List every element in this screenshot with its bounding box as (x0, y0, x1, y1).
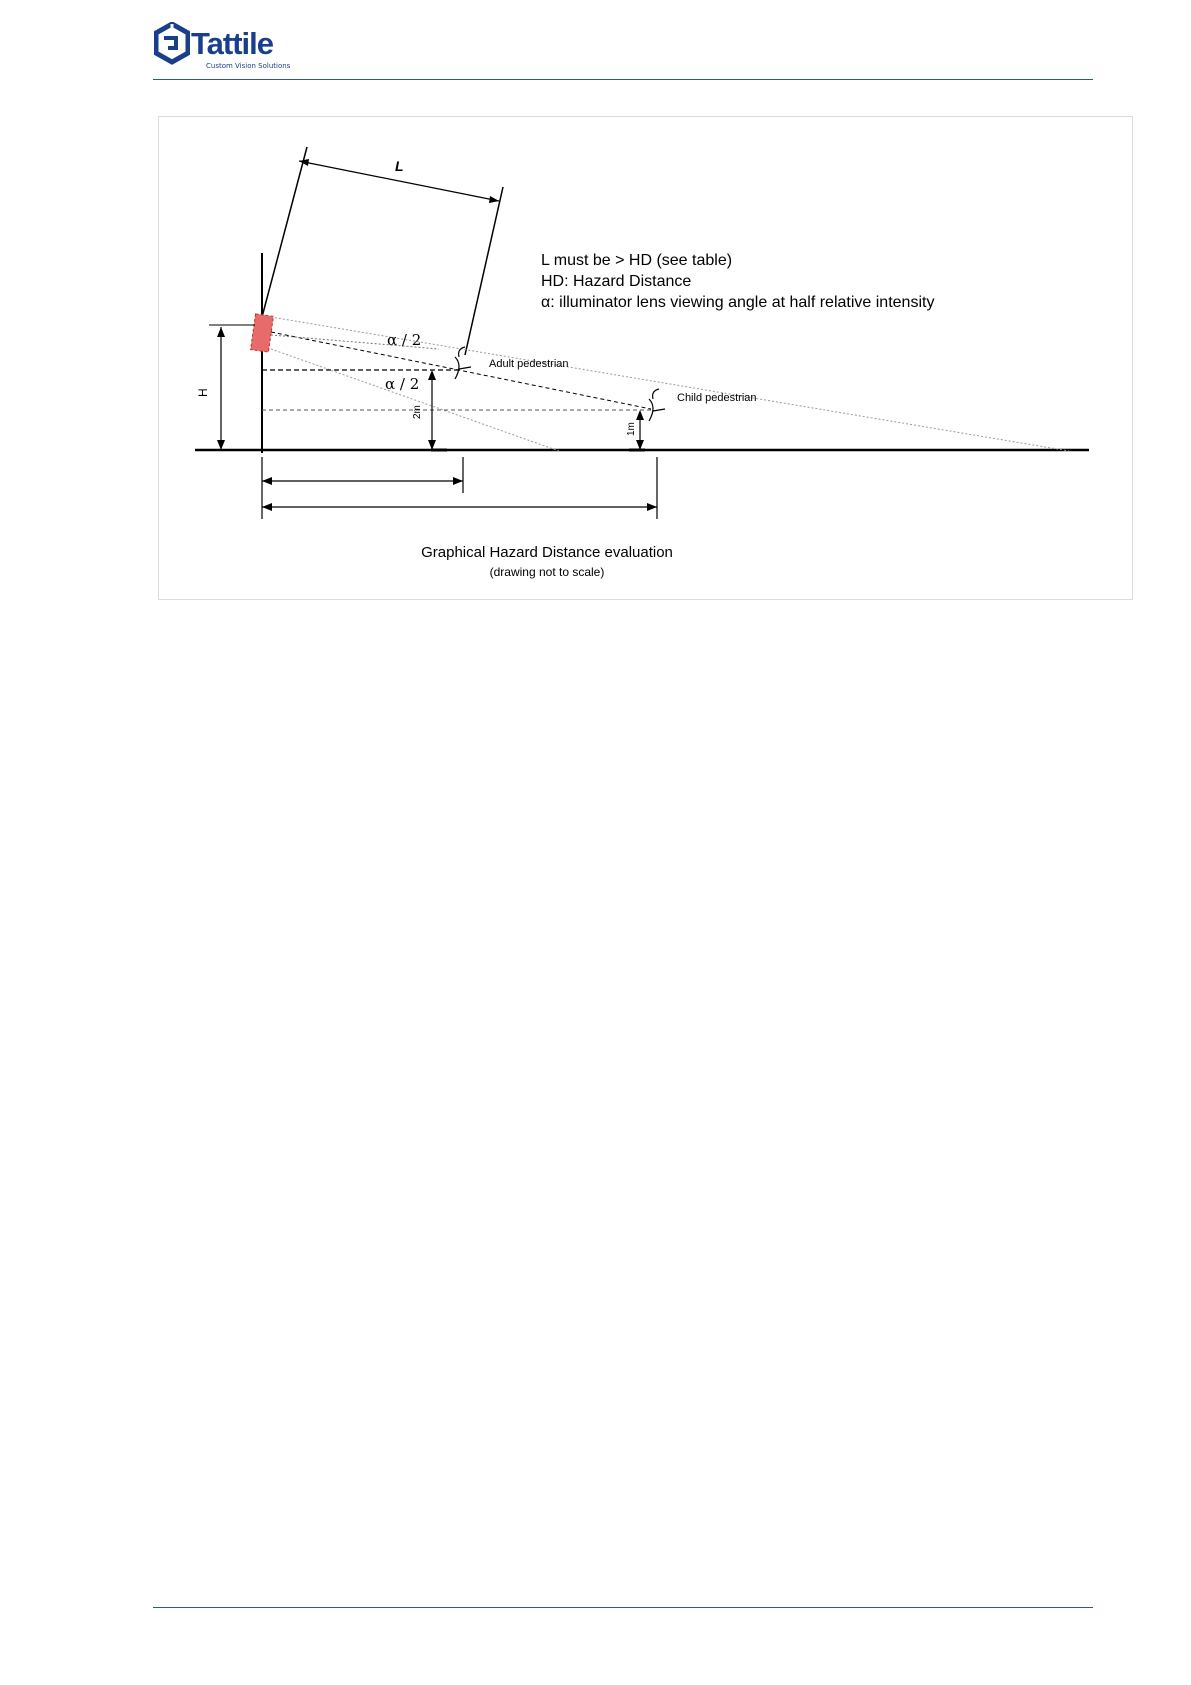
adult-distance-arrowhead (262, 477, 272, 485)
caption-subtitle: (drawing not to scale) (489, 565, 605, 579)
adult-height-arrowhead (428, 370, 436, 380)
l-arrowhead (299, 159, 309, 166)
child-height-arrowhead (636, 410, 644, 420)
angle-label-upper: α / 2 (387, 331, 422, 349)
l-frame-left (262, 147, 307, 317)
l-frame-right (465, 187, 503, 355)
l-label: L (395, 158, 404, 174)
adult-distance-arrowhead (453, 477, 463, 485)
adult-height-label: 2m (412, 405, 423, 419)
child-distance-arrowhead (262, 503, 272, 511)
child-distance-arrowhead (647, 503, 657, 511)
angle-label-lower: α / 2 (385, 375, 420, 393)
h-arrowhead (217, 440, 225, 450)
child-height-label: 1m (626, 422, 637, 436)
adult-eye-icon (455, 347, 471, 379)
adult-pedestrian-label: Adult pedestrian (489, 358, 569, 370)
illuminator (251, 314, 274, 352)
tattile-logo (154, 22, 294, 74)
caption-title: Graphical Hazard Distance evaluation (421, 544, 673, 561)
logo-wordmark: Tattile (191, 26, 273, 61)
h-label: H (196, 388, 210, 397)
child-pedestrian-label: Child pedestrian (677, 392, 757, 404)
hazard-distance-figure (158, 116, 1133, 600)
l-arrowhead (489, 196, 499, 203)
note-line-1: L must be > HD (see table) (541, 252, 733, 269)
footer-rule (153, 1607, 1093, 1608)
tattile-logo-icon (154, 22, 190, 66)
header-rule (153, 79, 1093, 80)
logo-tagline: Custom Vision Solutions (206, 62, 291, 70)
h-arrowhead (217, 327, 225, 337)
hazard-distance-diagram (159, 117, 1134, 601)
child-eye-icon (649, 389, 665, 421)
note-line-2: HD: Hazard Distance (541, 273, 692, 290)
note-line-3: α: illuminator lens viewing angle at half relative intensity (541, 294, 935, 311)
